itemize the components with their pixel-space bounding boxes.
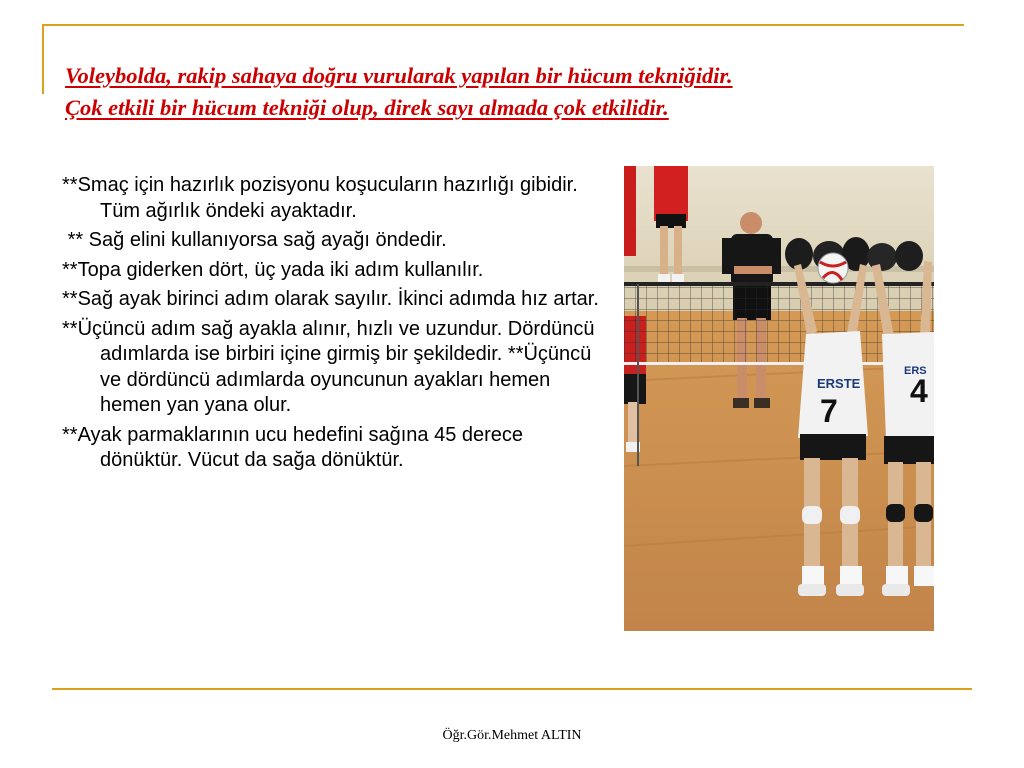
paragraph-5: **Üçüncü adım sağ ayakla alınır, hızlı ve uzundur. Dördüncü adımlarda ise birbiri içine girmiş bir şekildedir. **Üçüncü ve dördüncü adımlarda oyuncunun ayakları hemen hemen yan yana olur. xyxy=(62,317,595,416)
footer-rule xyxy=(52,688,972,690)
paragraph-1: **Smaç için hazırlık pozisyonu koşucuların hazırlığı gibidir. Tüm ağırlık öndeki ayaktadır. xyxy=(62,174,578,222)
title-line-1: Voleybolda, rakip sahaya doğru vurularak yapılan bir hücum tekniğidir. xyxy=(65,63,733,88)
paragraph-2: ** Sağ elini kullanıyorsa sağ ayağı öndedir. xyxy=(62,229,447,251)
svg-text:7: 7 xyxy=(820,393,838,429)
paragraph-3: **Topa giderken dört, üç yada iki adım kullanılır. xyxy=(62,258,484,281)
svg-text:ERSTE: ERSTE xyxy=(817,376,861,391)
title-line-2: Çok etkili bir hücum tekniği olup, direk sayı almada çok etkilidir. xyxy=(65,95,669,120)
slide-body xyxy=(62,173,602,478)
frame-left-rule xyxy=(42,24,44,94)
footer-author: Öğr.Gör.Mehmet ALTIN xyxy=(442,728,582,743)
frame-top-rule xyxy=(42,24,964,26)
paragraph-6: **Ayak parmaklarının ucu hedefini sağına 45 derece dönüktür. Vücut da sağa dönüktür. xyxy=(62,423,524,471)
slide-title xyxy=(65,60,965,124)
volleyball-photo xyxy=(624,166,934,631)
svg-text:ERS: ERS xyxy=(904,365,927,377)
svg-text:4: 4 xyxy=(910,373,928,409)
volleyball xyxy=(818,253,848,283)
paragraph-4: **Sağ ayak birinci adım olarak sayılır. İkinci adımda hız artar. xyxy=(62,288,599,310)
